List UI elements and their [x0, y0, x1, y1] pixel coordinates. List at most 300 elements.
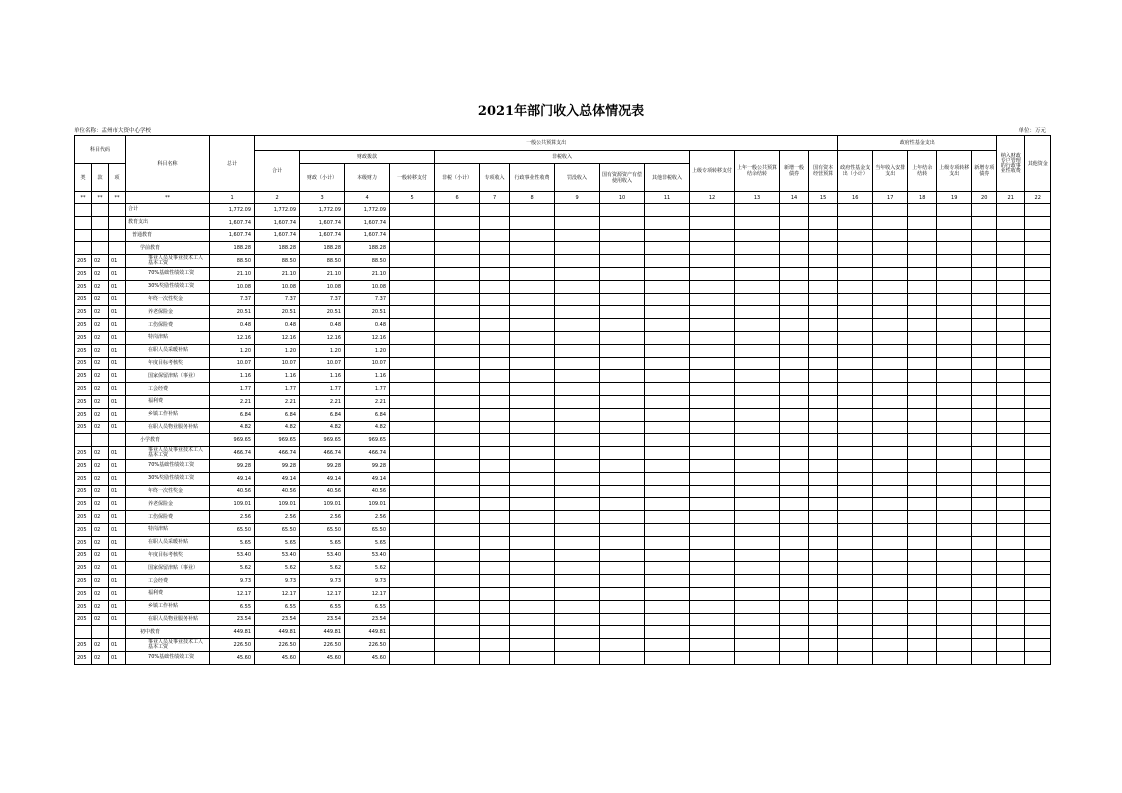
empty-cell	[690, 421, 735, 434]
column-number: 3	[300, 192, 345, 204]
empty-cell	[972, 600, 997, 613]
empty-cell	[645, 344, 690, 357]
empty-cell	[645, 370, 690, 383]
fin-subtotal-cell: 49.14	[300, 472, 345, 485]
empty-cell	[780, 523, 809, 536]
empty-cell	[972, 613, 997, 626]
own-fin-cell: 4.82	[345, 421, 390, 434]
empty-cell	[555, 408, 600, 421]
empty-cell	[838, 587, 873, 600]
empty-cell	[645, 511, 690, 524]
empty-cell	[435, 280, 480, 293]
empty-cell	[838, 204, 873, 217]
column-number: 5	[390, 192, 435, 204]
empty-cell	[780, 255, 809, 268]
own-fin-cell: 969.65	[345, 434, 390, 447]
item-name-cell: 合计	[126, 204, 210, 217]
empty-cell	[972, 344, 997, 357]
kuan-cell: 02	[92, 651, 109, 664]
empty-cell	[873, 511, 908, 524]
empty-cell	[937, 575, 972, 588]
empty-cell	[873, 357, 908, 370]
empty-cell	[780, 651, 809, 664]
empty-cell	[780, 600, 809, 613]
empty-cell	[780, 639, 809, 652]
empty-cell	[600, 267, 645, 280]
empty-cell	[600, 485, 645, 498]
lei-cell: 205	[75, 472, 92, 485]
empty-cell	[390, 306, 435, 319]
lei-cell: 205	[75, 447, 92, 460]
item-name-cell: 年度目标考核奖	[126, 357, 210, 370]
empty-cell	[873, 536, 908, 549]
empty-cell	[600, 626, 645, 639]
empty-cell	[809, 651, 838, 664]
empty-cell	[645, 267, 690, 280]
empty-cell	[690, 267, 735, 280]
empty-cell	[600, 216, 645, 229]
lei-cell: 205	[75, 613, 92, 626]
empty-cell	[690, 306, 735, 319]
empty-cell	[809, 536, 838, 549]
subtotal-cell: 2.56	[255, 511, 300, 524]
empty-cell	[908, 408, 937, 421]
lei-cell: 205	[75, 523, 92, 536]
empty-cell	[908, 523, 937, 536]
empty-cell	[780, 447, 809, 460]
empty-cell	[873, 408, 908, 421]
empty-cell	[809, 562, 838, 575]
empty-cell	[735, 306, 780, 319]
empty-cell	[972, 575, 997, 588]
empty-cell	[435, 216, 480, 229]
empty-cell	[390, 242, 435, 255]
empty-cell	[735, 485, 780, 498]
fin-subtotal-cell: 1,772.09	[300, 204, 345, 217]
empty-cell	[735, 267, 780, 280]
table-row	[75, 575, 1051, 588]
empty-cell	[645, 242, 690, 255]
empty-cell	[645, 549, 690, 562]
empty-cell	[1025, 229, 1051, 242]
empty-cell	[390, 331, 435, 344]
empty-cell	[735, 498, 780, 511]
total-cell: 449.81	[210, 626, 255, 639]
column-number: 6	[435, 192, 480, 204]
xiang-cell	[109, 204, 126, 217]
empty-cell	[555, 523, 600, 536]
empty-cell	[908, 421, 937, 434]
empty-cell	[555, 319, 600, 332]
fin-subtotal-cell: 7.37	[300, 293, 345, 306]
empty-cell	[908, 242, 937, 255]
empty-cell	[510, 319, 555, 332]
kuan-cell: 02	[92, 613, 109, 626]
total-cell: 65.50	[210, 523, 255, 536]
empty-cell	[390, 651, 435, 664]
empty-cell	[908, 626, 937, 639]
empty-cell	[555, 229, 600, 242]
empty-cell	[480, 613, 510, 626]
empty-cell	[600, 651, 645, 664]
empty-cell	[972, 651, 997, 664]
empty-cell	[555, 395, 600, 408]
empty-cell	[480, 575, 510, 588]
empty-cell	[937, 498, 972, 511]
kuan-cell: 02	[92, 562, 109, 575]
fin-subtotal-cell: 40.56	[300, 485, 345, 498]
empty-cell	[735, 472, 780, 485]
empty-cell	[645, 357, 690, 370]
kuan-cell: 02	[92, 319, 109, 332]
empty-cell	[873, 216, 908, 229]
empty-cell	[600, 434, 645, 447]
empty-cell	[997, 651, 1025, 664]
empty-cell	[809, 319, 838, 332]
empty-cell	[908, 536, 937, 549]
table-row	[75, 395, 1051, 408]
table-body	[75, 204, 1051, 665]
empty-cell	[735, 651, 780, 664]
empty-cell	[937, 600, 972, 613]
empty-cell	[937, 306, 972, 319]
empty-cell	[908, 204, 937, 217]
empty-cell	[908, 293, 937, 306]
empty-cell	[390, 421, 435, 434]
empty-cell	[555, 549, 600, 562]
empty-cell	[690, 408, 735, 421]
empty-cell	[1025, 204, 1051, 217]
fin-subtotal-cell: 5.65	[300, 536, 345, 549]
empty-cell	[600, 562, 645, 575]
empty-cell	[510, 255, 555, 268]
fin-subtotal-cell: 20.51	[300, 306, 345, 319]
item-name-cell: 教育支出	[126, 216, 210, 229]
empty-cell	[600, 600, 645, 613]
empty-cell	[645, 408, 690, 421]
kuan-header: 款	[92, 164, 109, 192]
empty-cell	[555, 280, 600, 293]
subtotal-cell: 12.16	[255, 331, 300, 344]
kuan-cell: 02	[92, 421, 109, 434]
fin-subtotal-cell: 188.28	[300, 242, 345, 255]
empty-cell	[873, 344, 908, 357]
empty-cell	[480, 216, 510, 229]
xiang-cell: 01	[109, 255, 126, 268]
item-name-cell: 在职人员采暖补贴	[126, 344, 210, 357]
empty-cell	[735, 293, 780, 306]
empty-cell	[780, 267, 809, 280]
empty-cell	[735, 395, 780, 408]
empty-cell	[937, 293, 972, 306]
empty-cell	[937, 651, 972, 664]
empty-cell	[937, 511, 972, 524]
empty-cell	[600, 280, 645, 293]
empty-cell	[937, 370, 972, 383]
lei-cell	[75, 204, 92, 217]
empty-cell	[690, 242, 735, 255]
xiang-cell: 01	[109, 523, 126, 536]
empty-cell	[780, 293, 809, 306]
item-name-cell: 特岗津贴	[126, 331, 210, 344]
table-row	[75, 229, 1051, 242]
column-number: 10	[600, 192, 645, 204]
empty-cell	[997, 549, 1025, 562]
total-cell: 5.62	[210, 562, 255, 575]
empty-cell	[555, 204, 600, 217]
special-income-header: 专项收入	[480, 164, 510, 192]
empty-cell	[690, 626, 735, 639]
lei-cell	[75, 216, 92, 229]
item-name-cell: 事业人员及事业技术工人基本工资	[126, 255, 210, 268]
empty-cell	[972, 255, 997, 268]
empty-cell	[435, 472, 480, 485]
empty-cell	[937, 408, 972, 421]
empty-cell	[690, 255, 735, 268]
empty-cell	[809, 357, 838, 370]
own-fin-cell: 99.28	[345, 459, 390, 472]
empty-cell	[972, 626, 997, 639]
kuan-cell	[92, 204, 109, 217]
item-name-cell: 70%基础性绩效工资	[126, 267, 210, 280]
subtotal-cell: 6.84	[255, 408, 300, 421]
item-name-cell: 学前教育	[126, 242, 210, 255]
total-cell: 466.74	[210, 447, 255, 460]
xiang-cell: 01	[109, 280, 126, 293]
empty-cell	[997, 600, 1025, 613]
column-number: 1	[210, 192, 255, 204]
xiang-cell: 01	[109, 331, 126, 344]
empty-cell	[480, 357, 510, 370]
gf-balance-header: 上年结余结转	[908, 151, 937, 192]
empty-cell	[555, 242, 600, 255]
empty-cell	[435, 242, 480, 255]
kuan-cell: 02	[92, 549, 109, 562]
empty-cell	[735, 370, 780, 383]
empty-cell	[510, 587, 555, 600]
empty-cell	[600, 523, 645, 536]
empty-cell	[555, 306, 600, 319]
empty-cell	[735, 408, 780, 421]
kuan-cell: 02	[92, 447, 109, 460]
fin-subtotal-cell: 45.60	[300, 651, 345, 664]
column-number: 11	[645, 192, 690, 204]
empty-cell	[735, 434, 780, 447]
empty-cell	[972, 267, 997, 280]
empty-cell	[937, 459, 972, 472]
lei-cell: 205	[75, 587, 92, 600]
empty-cell	[645, 459, 690, 472]
table-row	[75, 549, 1051, 562]
empty-cell	[809, 370, 838, 383]
empty-cell	[435, 536, 480, 549]
empty-cell	[780, 511, 809, 524]
own-fin-cell: 5.62	[345, 562, 390, 575]
empty-cell	[838, 242, 873, 255]
empty-cell	[838, 408, 873, 421]
empty-cell	[555, 639, 600, 652]
kuan-cell	[92, 242, 109, 255]
item-name-cell: 初中教育	[126, 626, 210, 639]
empty-cell	[510, 498, 555, 511]
empty-cell	[873, 421, 908, 434]
state-resource-header: 国有资源资产有偿使用收入	[600, 164, 645, 192]
unit-label: 单位：万元	[1018, 128, 1046, 134]
table-row	[75, 511, 1051, 524]
total-cell: 0.48	[210, 319, 255, 332]
empty-cell	[1025, 651, 1051, 664]
empty-cell	[735, 383, 780, 396]
empty-cell	[390, 587, 435, 600]
empty-cell	[555, 600, 600, 613]
fin-subtotal-cell: 6.55	[300, 600, 345, 613]
table-row	[75, 357, 1051, 370]
empty-cell	[838, 575, 873, 588]
empty-cell	[780, 587, 809, 600]
empty-cell	[435, 383, 480, 396]
fin-subtotal-cell: 53.40	[300, 549, 345, 562]
table-row	[75, 293, 1051, 306]
empty-cell	[435, 600, 480, 613]
lei-cell: 205	[75, 498, 92, 511]
empty-cell	[780, 331, 809, 344]
income-table	[74, 135, 1051, 665]
kuan-cell: 02	[92, 255, 109, 268]
xiang-cell: 01	[109, 600, 126, 613]
empty-cell	[645, 447, 690, 460]
kuan-cell: 02	[92, 536, 109, 549]
empty-cell	[480, 562, 510, 575]
empty-cell	[780, 613, 809, 626]
empty-cell	[937, 204, 972, 217]
empty-cell	[690, 498, 735, 511]
table-row	[75, 562, 1051, 575]
empty-cell	[600, 421, 645, 434]
gf-subtotal-header: 政府性基金支出（小计）	[838, 151, 873, 192]
empty-cell	[600, 587, 645, 600]
report-title: 2021年部门收入总体情况表	[477, 104, 645, 119]
empty-cell	[1025, 613, 1051, 626]
empty-cell	[780, 306, 809, 319]
lei-cell: 205	[75, 536, 92, 549]
item-name-cell: 事业人员及事业技术工人基本工资	[126, 447, 210, 460]
empty-cell	[435, 562, 480, 575]
empty-cell	[937, 331, 972, 344]
own-fin-cell: 23.54	[345, 613, 390, 626]
own-fin-cell: 5.65	[345, 536, 390, 549]
empty-cell	[780, 626, 809, 639]
empty-cell	[390, 204, 435, 217]
empty-cell	[600, 383, 645, 396]
empty-cell	[838, 498, 873, 511]
kuan-cell: 02	[92, 575, 109, 588]
empty-cell	[1025, 344, 1051, 357]
empty-cell	[735, 255, 780, 268]
empty-cell	[1025, 383, 1051, 396]
empty-cell	[873, 255, 908, 268]
empty-cell	[435, 344, 480, 357]
empty-cell	[735, 562, 780, 575]
empty-cell	[480, 331, 510, 344]
empty-cell	[1025, 319, 1051, 332]
kuan-cell: 02	[92, 498, 109, 511]
table-row	[75, 370, 1051, 383]
lei-cell: 205	[75, 651, 92, 664]
empty-cell	[735, 639, 780, 652]
empty-cell	[600, 293, 645, 306]
empty-cell	[997, 255, 1025, 268]
kuan-cell: 02	[92, 639, 109, 652]
empty-cell	[997, 562, 1025, 575]
nontax-header: 非税收入	[435, 151, 690, 164]
column-number: 9	[555, 192, 600, 204]
empty-cell	[908, 280, 937, 293]
empty-cell	[645, 651, 690, 664]
lei-cell: 205	[75, 511, 92, 524]
table-row	[75, 613, 1051, 626]
empty-cell	[645, 562, 690, 575]
empty-cell	[735, 344, 780, 357]
empty-cell	[480, 306, 510, 319]
empty-cell	[390, 383, 435, 396]
total-cell: 21.10	[210, 267, 255, 280]
empty-cell	[997, 331, 1025, 344]
own-fin-cell: 65.50	[345, 523, 390, 536]
empty-cell	[997, 267, 1025, 280]
empty-cell	[838, 267, 873, 280]
empty-cell	[645, 600, 690, 613]
own-fin-cell: 6.55	[345, 600, 390, 613]
table-row	[75, 459, 1051, 472]
empty-cell	[510, 523, 555, 536]
empty-cell	[997, 357, 1025, 370]
empty-cell	[435, 319, 480, 332]
empty-cell	[838, 626, 873, 639]
empty-cell	[937, 536, 972, 549]
empty-cell	[600, 536, 645, 549]
empty-cell	[1025, 447, 1051, 460]
empty-cell	[780, 536, 809, 549]
empty-cell	[555, 255, 600, 268]
empty-cell	[645, 383, 690, 396]
other-fund-header: 其他资金	[1025, 136, 1051, 192]
empty-cell	[809, 459, 838, 472]
empty-cell	[908, 472, 937, 485]
empty-cell	[645, 204, 690, 217]
empty-cell	[997, 587, 1025, 600]
empty-cell	[780, 421, 809, 434]
empty-cell	[600, 549, 645, 562]
empty-cell	[390, 280, 435, 293]
empty-cell	[390, 255, 435, 268]
empty-cell	[390, 267, 435, 280]
empty-cell	[908, 229, 937, 242]
total-cell: 188.28	[210, 242, 255, 255]
empty-cell	[809, 229, 838, 242]
empty-cell	[997, 447, 1025, 460]
empty-cell	[780, 280, 809, 293]
empty-cell	[972, 357, 997, 370]
empty-cell	[555, 613, 600, 626]
empty-cell	[873, 319, 908, 332]
table-row	[75, 434, 1051, 447]
own-fin-cell: 53.40	[345, 549, 390, 562]
empty-cell	[908, 216, 937, 229]
fin-subtotal-cell: 1.77	[300, 383, 345, 396]
empty-cell	[480, 242, 510, 255]
empty-cell	[809, 434, 838, 447]
empty-cell	[435, 229, 480, 242]
